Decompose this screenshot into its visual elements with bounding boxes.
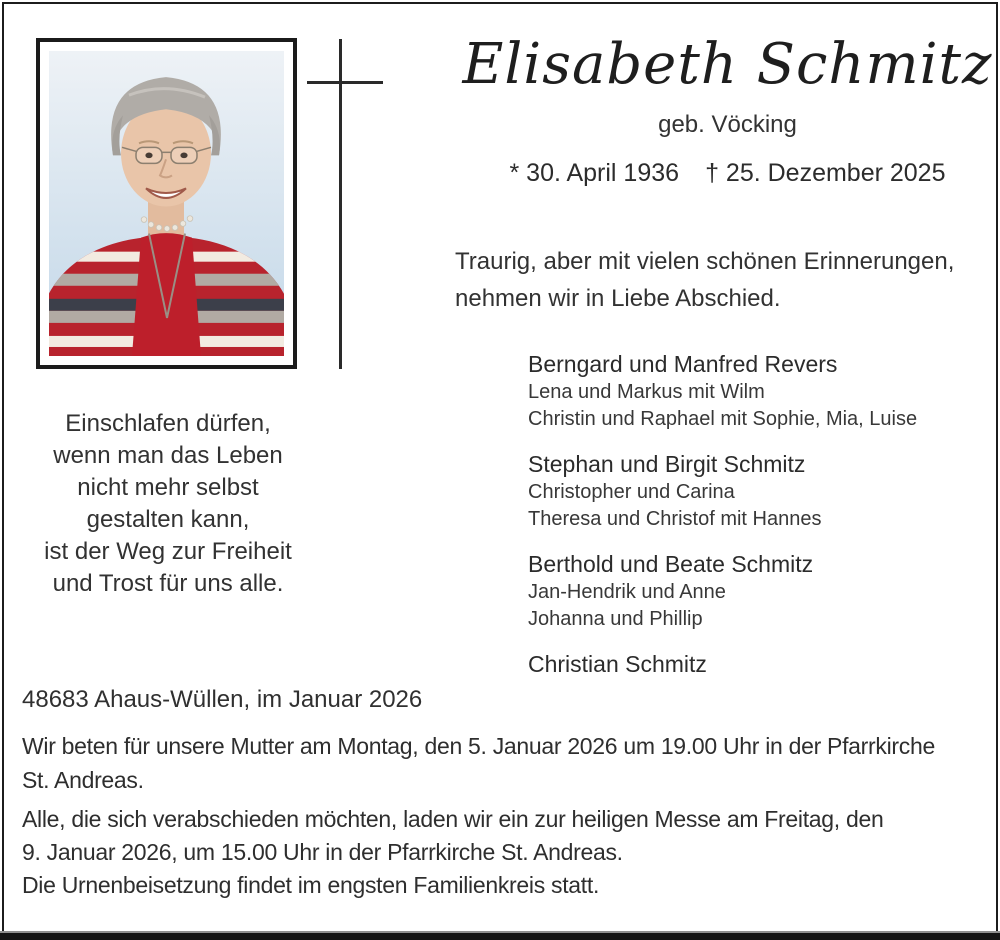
mourner-sub: Christopher und Carina [528,481,735,503]
prayer-line-1: Wir beten für unsere Mutter am Montag, den 5. Januar 2026 um 19.00 Uhr in der Pfarrkirche [22,733,935,759]
mourner-group [528,649,917,679]
intro-text [455,243,954,317]
mourner-main: Berthold und Beate Schmitz [528,551,814,577]
mass-line-1: Alle, die sich verabschieden möchten, laden wir ein zur heiligen Messe am Freitag, den [22,806,884,832]
deceased-name: Elisabeth Schmitz [462,32,993,97]
header [450,28,1000,188]
life-dates [450,158,1000,188]
intro-line-1: Traurig, aber mit vielen schönen Erinnerungen, [455,248,955,275]
burial-line: Die Urnenbeisetzung findet im engsten Familienkreis statt. [22,872,600,898]
poem-line: wenn man das Leben [53,442,283,469]
prayer-line-2: St. Andreas. [22,767,144,793]
place-date-line: 48683 Ahaus-Wüllen, im Januar 2026 [22,686,423,713]
intro-line-2: nehmen wir in Liebe Abschied. [455,285,781,312]
mass-line-2: 9. Januar 2026, um 15.00 Uhr in der Pfarrkirche St. Andreas. [22,839,623,865]
death-date: † 25. Dezember 2025 [705,159,946,187]
poem-line: Einschlafen dürfen, [65,410,271,437]
mourner-main: Christian Schmitz [528,651,707,677]
cross-icon [339,39,342,369]
mass-paragraph [22,803,984,902]
mourner-group [528,549,917,633]
poem-line: ist der Weg zur Freiheit [44,538,292,565]
mourner-group [528,449,917,533]
mourner-group [528,349,917,433]
mourner-main: Stephan und Birgit Schmitz [528,451,806,477]
portrait-photo [49,51,284,356]
bottom-rule [0,931,1000,940]
mourners-list [528,349,917,695]
mourner-main: Berngard und Manfred Revers [528,351,838,377]
birth-name: geb. Vöcking [658,111,797,138]
poem [18,408,318,600]
prayer-paragraph [22,729,984,797]
portrait-photo-frame [36,38,297,369]
birth-date: * 30. April 1936 [509,159,680,187]
mourner-sub: Theresa und Christof mit Hannes [528,508,822,530]
poem-line: gestalten kann, [86,506,250,533]
mourner-sub: Jan-Hendrik und Anne [528,581,726,603]
poem-line: nicht mehr selbst [77,474,259,501]
mourner-sub: Lena und Markus mit Wilm [528,381,765,403]
poem-line: und Trost für uns alle. [52,570,284,597]
cross-icon-bar [307,81,383,84]
mourner-sub: Johanna und Phillip [528,608,703,630]
mourner-sub: Christin und Raphael mit Sophie, Mia, Luise [528,408,918,430]
